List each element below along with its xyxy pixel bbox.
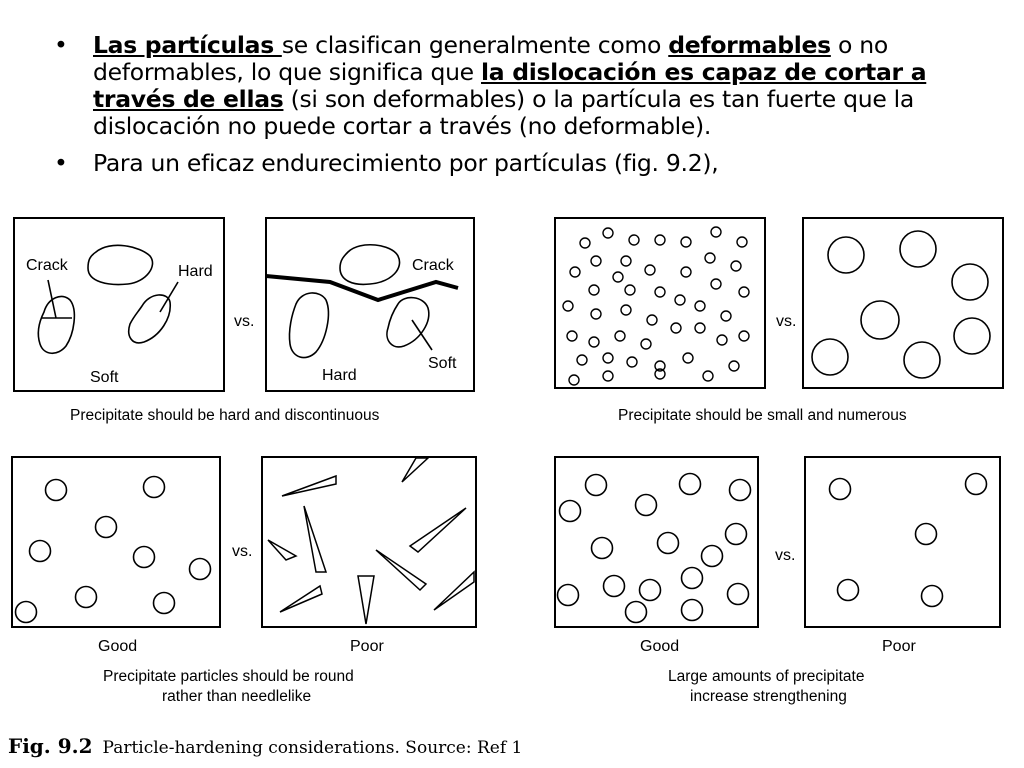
label-soft-left: Soft [90,369,119,386]
needle-particle [410,508,466,552]
bullet-2 [50,150,1000,177]
large-particle [954,318,990,354]
caption-panel-d-line2: increase strengthening [690,688,847,705]
label-vs-a: vs. [234,313,255,330]
small-particle [603,353,613,363]
caption-panel-c-line2: rather than needlelike [162,688,312,705]
figure-caption-text: Particle-hardening considerations. Source: Ref 1 [102,738,523,758]
round-particle [46,480,67,501]
small-particle [591,256,601,266]
small-particle [569,375,579,385]
small-particle [681,267,691,277]
caption-panel-a: Precipitate should be hard and discontinuous [70,407,380,424]
dense-particle [682,600,703,621]
small-particle [711,279,721,289]
label-vs-c: vs. [232,543,253,560]
round-particle [16,602,37,623]
small-particle [739,287,749,297]
soft-leader-line [412,320,432,350]
small-particle [589,337,599,347]
bullet-1-part-6: (si son deformables) o la partícula es tan fuerte que la dislocación no puede cortar a través (no deformable). [93,85,915,140]
right-particle-blob [387,298,429,347]
large-particle [812,339,848,375]
small-particle [603,371,613,381]
needle-particle [358,576,374,624]
dense-particle [682,568,703,589]
label-good-c: Good [98,638,138,655]
panel-c-left-box [12,457,220,627]
bullet-2-text: Para un eficaz endurecimiento por partículas (fig. 9.2), [93,149,719,177]
small-particle [695,323,705,333]
small-particle [629,235,639,245]
label-hard-right: Hard [322,367,357,384]
caption-panel-c-line1: Precipitate particles should be round [103,668,354,685]
dense-particle [658,533,679,554]
sparse-particle [922,586,943,607]
needle-particle [268,540,296,560]
label-vs-d: vs. [775,547,796,564]
dense-particle [558,585,579,606]
small-particle [563,301,573,311]
label-hard-left: Hard [178,263,213,280]
round-particle [30,541,51,562]
bullet-list [50,32,1000,187]
needle-particle [402,458,428,482]
label-poor-c: Poor [350,638,384,655]
crack-leader-line [48,280,56,318]
small-particle [675,295,685,305]
needle-particle [280,586,322,612]
dense-particle [702,546,723,567]
small-particle [615,331,625,341]
dense-particle [640,580,661,601]
needle-particle [304,506,326,572]
small-particle [717,335,727,345]
round-particle [96,517,117,538]
small-particle [711,227,721,237]
small-particle [647,315,657,325]
figure-9-2 [0,210,1024,768]
small-particle [705,253,715,263]
bullet-1-part-2: se clasifican generalmente como [281,31,669,59]
needle-particles [268,458,474,624]
sparse-particle [966,474,987,495]
dense-particle [726,524,747,545]
large-particle [828,237,864,273]
small-particle [731,261,741,271]
small-particle [627,357,637,367]
figure-caption [8,734,522,758]
dense-particle [604,576,625,597]
dense-particle [586,475,607,496]
needle-particle [434,572,474,610]
small-particle [613,272,623,282]
small-particle [739,331,749,341]
small-particle [683,353,693,363]
small-particle [703,371,713,381]
label-crack-left: Crack [26,257,68,274]
soft-particle-blob [88,245,153,284]
cut-particle-blob [38,296,74,353]
panel-a-left-box [14,218,224,391]
bullet-1-part-3: deformables [668,31,831,59]
bullet-1-part-4: o no deformables, lo que significa que [93,31,888,86]
round-particle [154,593,175,614]
dense-particle [730,480,751,501]
small-particle [655,235,665,245]
needle-particle [282,476,336,496]
label-vs-b: vs. [776,313,797,330]
small-particle [577,355,587,365]
small-particle [621,305,631,315]
large-particle [861,301,899,339]
small-particle [570,267,580,277]
left-particle-blob [289,293,328,358]
small-particle [655,287,665,297]
large-particle [952,264,988,300]
sparse-particle [838,580,859,601]
dense-particles [558,474,751,623]
dense-particle [680,474,701,495]
small-particle [580,238,590,248]
small-particle [641,339,651,349]
panel-d-right-box [805,457,1000,627]
dense-particle [728,584,749,605]
figure-number: Fig. 9.2 [8,734,93,758]
small-particle [645,265,655,275]
upper-particle-blob [340,245,400,285]
small-particle [729,361,739,371]
small-particle [589,285,599,295]
bullet-symbol: • [54,31,68,59]
dense-particle [626,602,647,623]
small-particle [721,311,731,321]
hard-particle-blob [129,295,170,343]
bullet-1-part-5: la dislocación es capaz de cortar a través de ellas [93,58,927,113]
round-particle [190,559,211,580]
small-particle [603,228,613,238]
label-soft-right: Soft [428,355,457,372]
dense-particle [560,501,581,522]
bullet-1-part-1: Las partículas [93,31,282,59]
dense-particle [636,495,657,516]
bullet-1 [50,32,1000,140]
round-particles [16,477,211,623]
figure-svg [0,210,1024,730]
sparse-particle [916,524,937,545]
label-poor-d: Poor [882,638,916,655]
large-few-particles [812,231,990,378]
small-particle [695,301,705,311]
dense-particle [592,538,613,559]
sparse-particles [830,474,987,607]
small-particle [625,285,635,295]
hard-leader-line [160,282,178,312]
caption-panel-b: Precipitate should be small and numerous [618,407,907,424]
label-crack-right: Crack [412,257,454,274]
large-particle [904,342,940,378]
small-particle [621,256,631,266]
round-particle [76,587,97,608]
small-particle [737,237,747,247]
small-particle [681,237,691,247]
large-particle [900,231,936,267]
dislocation-line [266,276,458,300]
small-particle [671,323,681,333]
needle-particle [376,550,426,590]
small-particle [567,331,577,341]
sparse-particle [830,479,851,500]
caption-panel-d-line1: Large amounts of precipitate [668,668,865,685]
round-particle [134,547,155,568]
bullet-symbol: • [54,149,68,177]
small-particle [591,309,601,319]
label-good-d: Good [640,638,680,655]
small-numerous-particles [563,227,749,385]
round-particle [144,477,165,498]
